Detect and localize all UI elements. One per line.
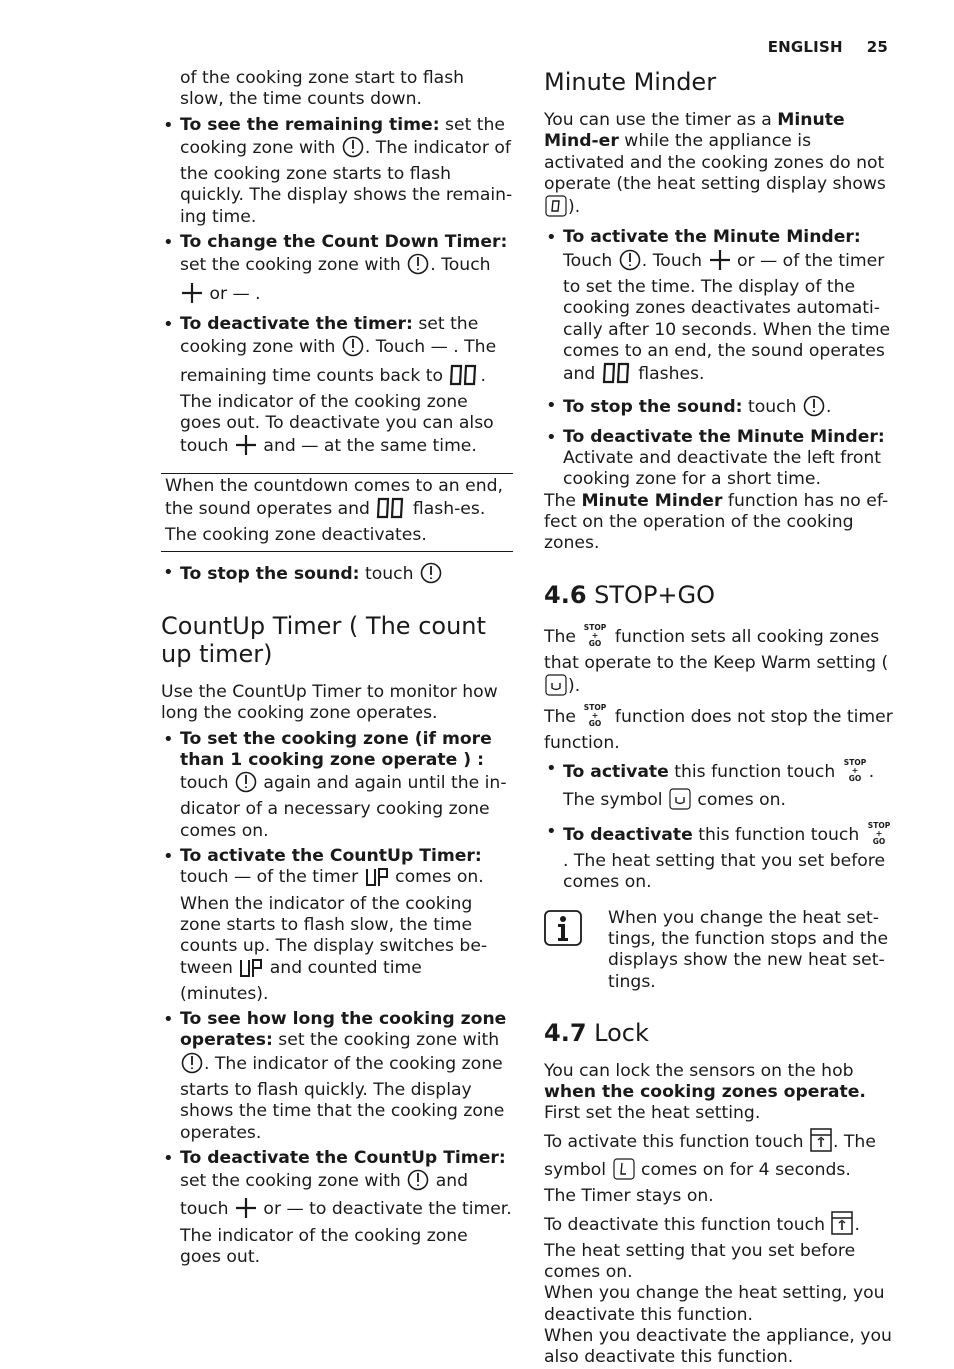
plus-icon [181,282,203,310]
list-item: • To change the Count Down Timer: set the cooking zone with . Touch or — . [161,232,513,310]
stop-go-icon [582,703,608,733]
info-note: When you change the heat set-tings, the function stops and the displays show the new heat set-tings. [544,908,896,993]
lock-p1: You can lock the sensors on the hob when the cooking zones operate. [544,1060,866,1103]
list-item: • To set the cooking zone (if more than 1 cooking zone operate ) : touch again and again until the in-dicator of a necessary cooking zone comes on. [161,729,513,842]
keep-warm-symbol-icon [545,674,567,702]
timer-clock-icon [181,1052,203,1080]
countdown-note: When the countdown comes to an end, the sound operates and flash-es. The cooking zone deactivates. [161,473,513,552]
svg-text:+: + [592,710,599,720]
list-item: • To stop the sound: touch [161,562,513,590]
timer-clock-icon [407,253,429,281]
lock-p4: The Timer stays on. [544,1186,714,1207]
section-title-minute-minder: Minute Minder [544,68,717,96]
page-header [744,38,888,56]
section-title-countup: CountUp Timer ( The count up timer) [161,611,486,668]
svg-text:STOP: STOP [584,622,607,632]
section-title-lock: 4.7 Lock [544,1018,649,1047]
timer-clock-icon [420,562,442,590]
stop-go-icon [842,758,868,788]
list-item: • To see how long the cooking zone operates: set the cooking zone with . The indicator of the cooking zone starts to flash quickly. The display shows the time that the cooking zone operates. [161,1009,513,1144]
lock-symbol-L-icon [613,1158,635,1186]
svg-text:STOP: STOP [867,820,890,830]
display-0-icon [545,195,567,223]
info-icon [544,910,582,952]
lock-p5: To deactivate this function touch . [544,1211,896,1241]
list-item: • To deactivate the timer: set the cooking zone with . Touch — . The remaining time counts back to . The indicator of the cooking zone goes out. To deactivate you can also touch and — at the same time. [161,314,513,463]
minute-minder-intro: You can use the timer as a Minute Mind-er while the appliance is activated and the cooking zones do not operate (the heat setting display shows ). [544,110,896,223]
plus-icon [235,1197,257,1225]
timer-clock-icon [407,1169,429,1197]
lock-key-icon [810,1128,832,1158]
timer-clock-icon [619,249,641,277]
svg-text:GO: GO [589,638,602,647]
minute-minder-outro: The Minute Minder function has no ef-fect on the operation of the cooking zones. [544,490,889,554]
header-page-number: 25 [866,38,888,56]
left-column [161,68,513,1268]
stopgo-p2: The STOP + GO function does not stop the timer function. [544,702,893,753]
display-up-icon [365,867,389,893]
lock-p6: The heat setting that you set before comes on. [544,1240,856,1283]
lock-p8: When you deactivate the appliance, you also deactivate this function. [544,1326,892,1368]
svg-text:+: + [851,766,859,776]
list-item: • To deactivate the Minute Minder: Activate and deactivate the left front cooking zone for a short time. [544,427,896,491]
svg-text:GO: GO [589,718,602,727]
countup-intro: Use the CountUp Timer to monitor how long the cooking zone operates. [161,681,498,724]
keep-warm-symbol-icon [669,788,691,816]
svg-text:+: + [592,630,599,640]
list-item: • To activate the CountUp Timer: touch — of the timer comes on. When the indicator of the cooking zone starts to flash slow, the time counts up. The display switches be-tween and counted time (minutes). [161,846,513,1005]
plus-icon [709,249,731,277]
list-item: • To deactivate this function touch STOP + GO . The heat setting that you set before comes on. [544,821,896,894]
display-00-icon [602,362,632,390]
timer-clock-icon [235,771,257,799]
display-up-icon [239,958,263,984]
intro-continuation: of the cooking zone start to flash slow, the time counts down. [180,68,465,110]
lock-p7: When you change the heat setting, you deactivate this function. [544,1283,885,1325]
stopgo-p1: The STOP + GO function sets all cooking zones that operate to the Keep Warm setting (). [544,623,896,703]
svg-text:STOP: STOP [584,702,607,712]
svg-text:+: + [875,828,883,838]
stop-go-icon [866,821,892,851]
display-00-icon [376,497,406,525]
plus-icon [235,434,257,462]
list-item: • To stop the sound: touch . [544,395,896,423]
list-item: • To activate the Minute Minder: Touch . Touch or — of the timer to set the time. The display of the cooking zones deactivates automati-cally after 10 seconds. When the time comes to an end, the sound operates and flashes. [544,227,896,390]
timer-clock-icon [342,136,364,164]
lock-p3: To activate this function touch . The symbol comes on for 4 seconds. [544,1128,896,1187]
header-language: ENGLISH [767,38,843,56]
svg-text:GO: GO [848,774,862,783]
svg-text:GO: GO [872,836,885,845]
right-column [544,68,896,1369]
list-item: • To activate this function touch STOP + GO . The symbol comes on. [544,758,896,817]
timer-clock-icon [803,395,825,423]
lock-p2: First set the heat setting. [544,1103,761,1124]
svg-text:STOP: STOP [843,758,866,768]
section-title-stopgo: 4.6 STOP+GO [544,580,716,609]
list-item: • To see the remaining time: set the cooking zone with . The indicator of the cooking zone starts to flash quickly. The display shows the remain-ing time. [161,115,513,228]
display-00-icon [449,364,479,392]
list-item: • To deactivate the CountUp Timer: set the cooking zone with and touch or — to deactivate the timer. The indicator of the cooking zone goes out. [161,1148,513,1268]
lock-key-icon [831,1211,853,1241]
stop-go-icon [582,623,608,653]
timer-clock-icon [342,335,364,363]
